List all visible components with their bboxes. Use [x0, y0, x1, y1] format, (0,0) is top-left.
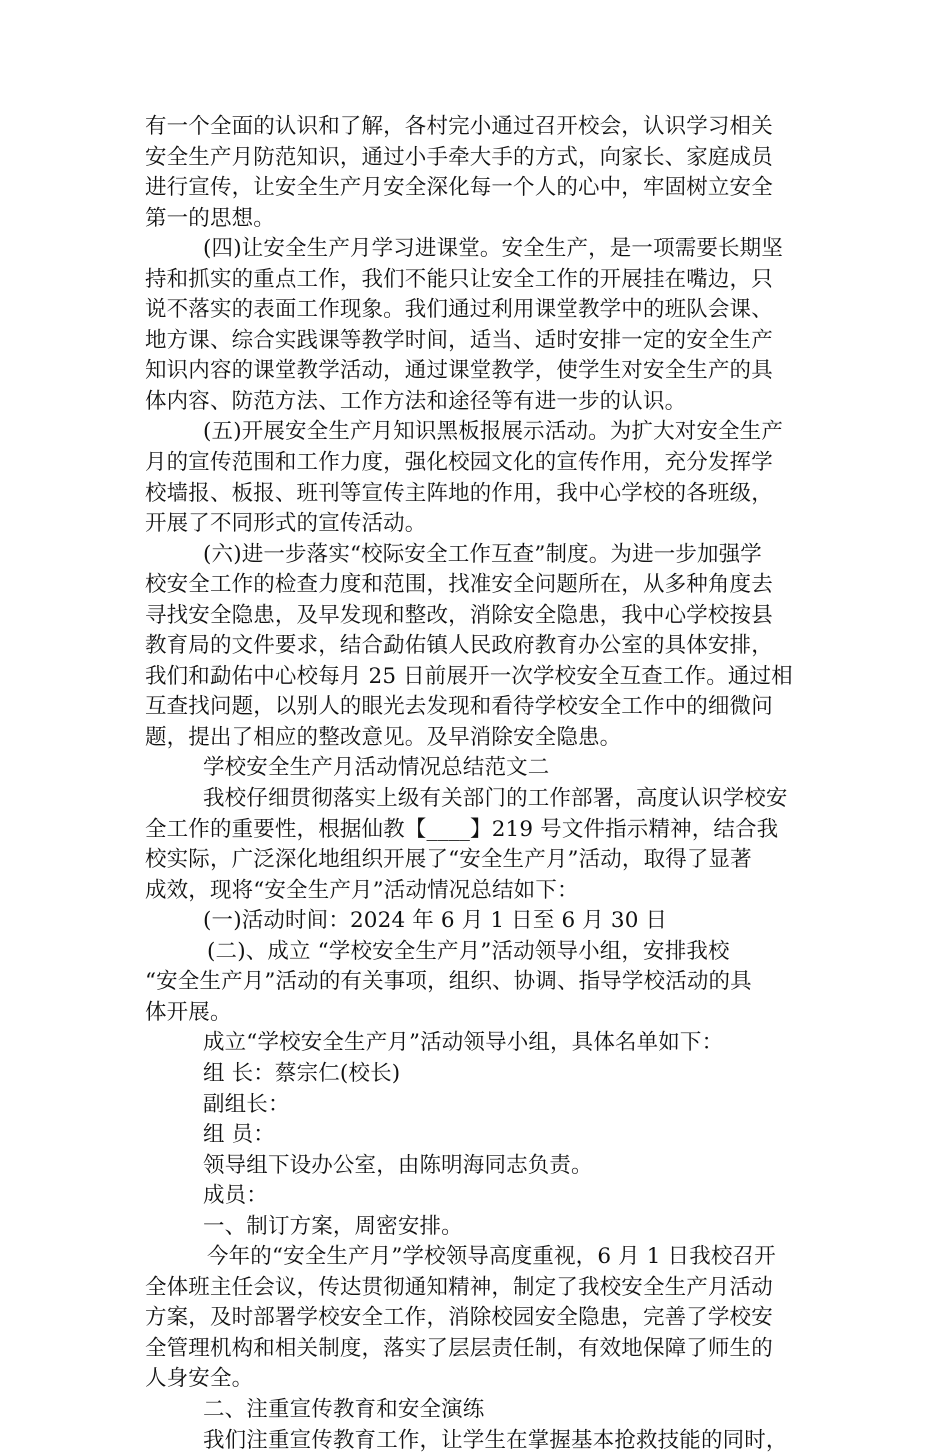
text-line: (二)、成立 “学校安全生产月”活动领导小组，安排我校: [207, 938, 730, 964]
text-line: 成员：: [203, 1183, 268, 1209]
text-line: 进行宣传，让安全生产月安全深化每一个人的心中，牢固树立安全: [145, 175, 773, 201]
text-line: 我们和勐佑中心校每月 25 日前展开一次学校安全互查工作。通过相: [145, 663, 793, 689]
text-line: 有一个全面的认识和了解，各村完小通过召开校会，认识学习相关: [145, 114, 773, 139]
text-line: 题，提出了相应的整改意见。及早消除安全隐患。: [145, 724, 622, 750]
text-line: (一)活动时间：2024 年 6 月 1 日至 6 月 30 日: [203, 908, 668, 934]
text-line: “安全生产月”活动的有关事项，组织、协调、指导学校活动的具: [145, 969, 752, 995]
text-line: 组 员：: [203, 1122, 275, 1148]
text-line: 地方课、综合实践课等教学时间，适当、适时安排一定的安全生产: [145, 327, 773, 353]
text-line: 月的宣传范围和工作力度，强化校园文化的宣传作用，充分发挥学: [145, 450, 773, 476]
text-line: 成立“学校安全生产月”活动领导小组，具体名单如下：: [203, 1030, 724, 1056]
text-line: 副组长：: [203, 1091, 290, 1117]
text-line: 教育局的文件要求，结合勐佑镇人民政府教育办公室的具体安排，: [145, 633, 773, 659]
document-page: [145, 112, 813, 1456]
text-line: 持和抓实的重点工作，我们不能只让安全工作的开展挂在嘴边，只: [145, 266, 773, 292]
text-line: 二、注重宣传教育和安全演练: [203, 1396, 485, 1422]
text-line: 寻找安全隐患，及早发现和整改，消除安全隐患，我中心学校按县: [145, 602, 773, 628]
text-line: (四)让安全生产月学习进课堂。安全生产，是一项需要长期坚: [203, 236, 783, 262]
text-line: 开展了不同形式的宣传活动。: [145, 511, 427, 537]
text-line: 校安全工作的检查力度和范围，找准安全问题所在，从多种角度去: [145, 572, 773, 598]
text-line: 成效，现将“安全生产月”活动情况总结如下：: [145, 877, 579, 903]
text-line: (六)进一步落实“校际安全工作互查”制度。为进一步加强学: [203, 541, 762, 567]
text-line: 人身安全。: [145, 1366, 254, 1392]
text-line: 校实际，广泛深化地组织开展了“安全生产月”活动，取得了显著: [145, 847, 752, 873]
text-line: 我校仔细贯彻落实上级有关部门的工作部署，高度认识学校安: [203, 786, 788, 812]
text-line: 全工作的重要性，根据仙教【____】219 号文件指示精神，结合我: [145, 816, 779, 842]
text-line: 领导组下设办公室，由陈明海同志负责。: [203, 1152, 593, 1178]
text-line: 全管理机构和相关制度，落实了层层责任制，有效地保障了师生的: [145, 1335, 773, 1361]
text-line: (五)开展安全生产月知识黑板报展示活动。为扩大对安全生产: [203, 419, 783, 445]
text-line: 一、制订方案，周密安排。: [203, 1213, 463, 1239]
text-line: 全体班主任会议，传达贯彻通知精神，制定了我校安全生产月活动: [145, 1274, 773, 1300]
text-line: 我们注重宣传教育工作，让学生在掌握基本抢救技能的同时，: [203, 1427, 788, 1453]
text-line: 说不落实的表面工作现象。我们通过利用课堂教学中的班队会课、: [145, 297, 773, 323]
text-line: 学校安全生产月活动情况总结范文二: [203, 755, 550, 781]
text-line: 安全生产月防范知识，通过小手牵大手的方式，向家长、家庭成员: [145, 144, 773, 170]
text-line: 校墙报、板报、班刊等宣传主阵地的作用，我中心学校的各班级，: [145, 480, 773, 506]
text-line: 互查找问题，以别人的眼光去发现和看待学校安全工作中的细微问: [145, 694, 773, 720]
text-line: 体内容、防范方法、工作方法和途径等有进一步的认识。: [145, 388, 687, 414]
text-line: 知识内容的课堂教学活动，通过课堂教学，使学生对安全生产的具: [145, 358, 773, 384]
text-line: 今年的“安全生产月”学校领导高度重视，6 月 1 日我校召开: [207, 1244, 776, 1270]
text-line: 体开展。: [145, 999, 232, 1025]
text-line: 第一的思想。: [145, 205, 275, 231]
text-line: 组 长：蔡宗仁(校长): [203, 1060, 401, 1086]
text-line: 方案，及时部署学校安全工作，消除校园安全隐患，完善了学校安: [145, 1305, 773, 1331]
